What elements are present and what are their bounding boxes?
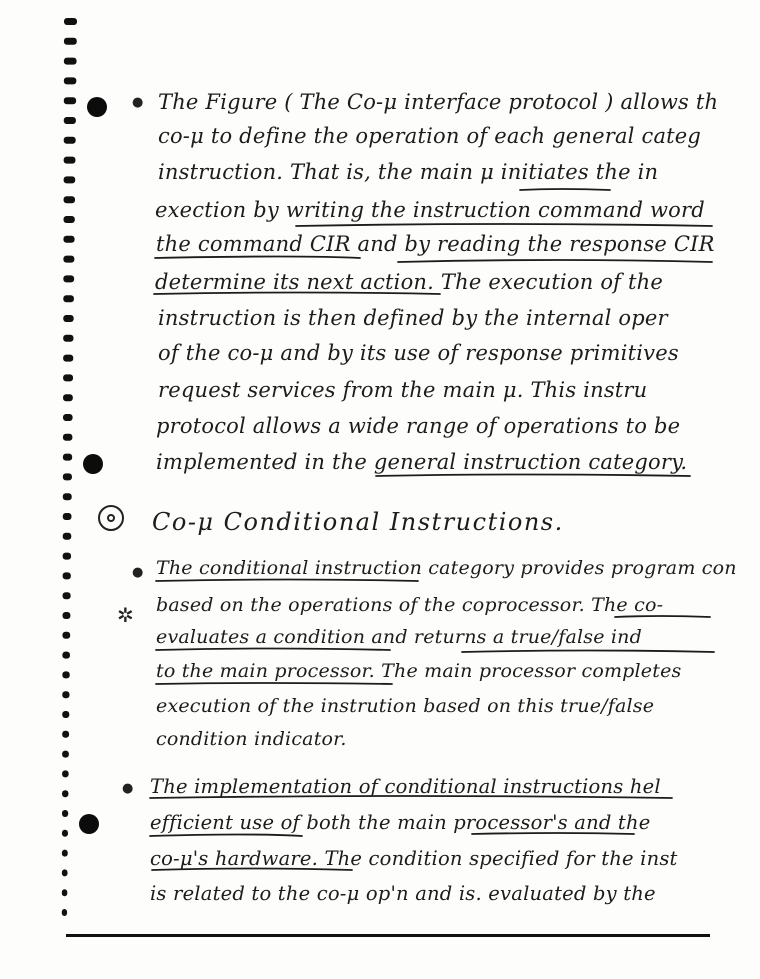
- p2-line-4: to the main processor. The main processor completes: [156, 660, 682, 682]
- p2-line-3: evaluates a condition and returns a true/false ind: [156, 626, 642, 648]
- underline-command-cir: [155, 257, 360, 259]
- p1-line-9: request services from the main μ. This instru: [158, 378, 648, 402]
- p2-line-2: based on the operations of the coprocessor. The co-: [156, 594, 664, 616]
- p3-line-3: co-μ's hardware. The condition specified for the inst: [150, 847, 678, 870]
- p1-line-1: The Figure ( The Co-μ interface protocol ) allows th: [158, 90, 719, 114]
- underline-the-co: [615, 616, 710, 617]
- bullet-3: ●: [122, 781, 134, 796]
- underline-main-processors: [472, 833, 634, 834]
- section-heading: Co-μ Conditional Instructions.: [152, 508, 564, 536]
- bullet-1: ●: [132, 95, 144, 110]
- underline-initiates: [520, 189, 610, 190]
- underline-main-processor: [156, 683, 392, 684]
- p2-line-5: execution of the instrution based on this true/false: [156, 695, 655, 717]
- p1-line-2: co-μ to define the operation of each general categ: [158, 124, 702, 148]
- page-bottom-rule: [66, 934, 710, 937]
- p2-line-1: The conditional instruction category provides program con: [156, 557, 737, 579]
- p3-line-4: is related to the co-μ op'n and is. evaluated by the: [150, 882, 656, 905]
- p1-line-5: the command CIR and by reading the response CIR: [156, 232, 715, 256]
- p1-line-6: determine its next action. The execution of the: [155, 270, 664, 294]
- underline-evaluates-condition: [156, 649, 390, 651]
- underline-implementation: [150, 796, 672, 798]
- underline-general-instruction: [376, 475, 690, 477]
- underline-conditional-category: [156, 580, 418, 582]
- underline-determine-action: [154, 293, 440, 295]
- p1-line-10: protocol allows a wide range of operations to be: [156, 414, 681, 438]
- p1-line-7: instruction is then defined by the internal oper: [158, 306, 668, 330]
- asterisk-mark: ✲: [117, 603, 134, 627]
- p1-line-8: of the co-μ and by its use of response primitives: [158, 341, 679, 365]
- p1-line-3: instruction. That is, the main μ initiates the in: [158, 160, 659, 184]
- p3-line-1: The implementation of conditional instructions hel: [150, 775, 661, 798]
- p2-line-6: condition indicator.: [156, 728, 347, 750]
- p1-line-4: exection by writing the instruction command word: [155, 198, 705, 222]
- underline-co-hardware: [152, 869, 352, 871]
- underline-reading-response: [398, 260, 712, 262]
- p3-line-2: efficient use of both the main processor's and the: [150, 811, 651, 834]
- underline-writing-command: [296, 224, 712, 226]
- underline-efficient-use: [150, 835, 302, 837]
- bullet-2: ●: [132, 565, 144, 580]
- underline-returns-true-false: [462, 651, 714, 653]
- p1-line-11: implemented in the general instruction category.: [156, 450, 688, 474]
